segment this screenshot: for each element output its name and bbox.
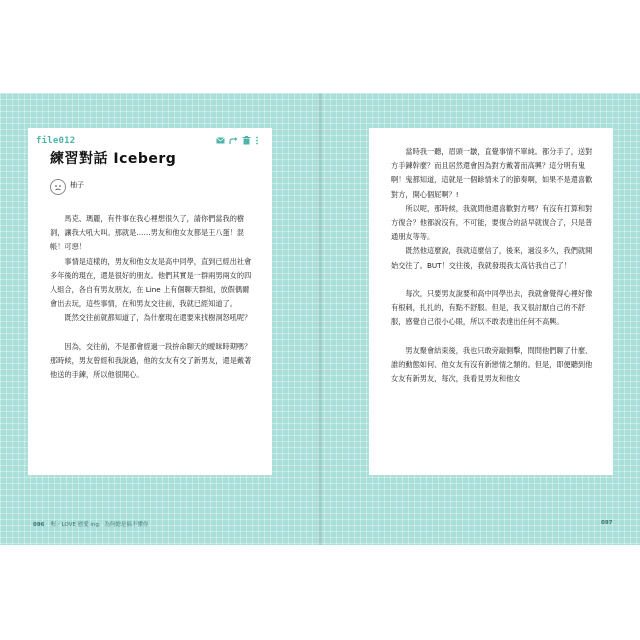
paragraph: 每次，只要男友說要和高中同學出去，我就會覺得心裡好像有根刺，扎扎的，有點不舒服。但是，我又很討厭自己的不舒服，感覺自己很小心眼，所以不敢表達出任何不高興。 bbox=[391, 289, 593, 327]
left-body-text bbox=[50, 212, 255, 382]
trash-icon[interactable] bbox=[242, 136, 251, 145]
paragraph: 既然交往前就都知道了，為什麼現在還要來找樹洞怒吼呢？ bbox=[64, 313, 252, 323]
paragraph: 既然他這麼說，我就這麼信了，後來，過沒多久，我們就開始交往了。BUT！交往後，我就發現我太高估我自己了！ bbox=[391, 246, 593, 270]
share-icon[interactable] bbox=[229, 136, 238, 145]
card-toolbar bbox=[216, 136, 264, 145]
right-body-text bbox=[391, 145, 597, 386]
paragraph: 事情是這樣的，男友和他女友是高中同學，直到已經出社會多年後的現在，還是很好的朋友。他們其實是一群兩男兩女的四人組合，各自有男友朋友，在 Line 上有個聊天群組，放假偶爾會出去玩，這些事情，在和男友交往前，我就已經知道了。 bbox=[50, 256, 252, 309]
sad-face-icon bbox=[51, 180, 65, 194]
paragraph: 因為，交往前，不是都會經過一段拚命聊天的曖昧時期嗎？那時候，男友曾經和我說過，他的女友有交了新男友，還是戴著他送的手鍊，所以他很開心。 bbox=[50, 341, 252, 380]
book-spread bbox=[0, 93, 640, 545]
file-label: file012 bbox=[36, 136, 76, 146]
more-icon[interactable] bbox=[255, 136, 264, 145]
page-number: 096 bbox=[33, 522, 45, 528]
mail-icon[interactable] bbox=[216, 136, 225, 145]
article-title: 練習對話 Iceberg bbox=[50, 151, 177, 167]
right-page-card bbox=[369, 128, 613, 475]
left-page-card bbox=[28, 128, 272, 475]
left-page-footer bbox=[33, 520, 148, 528]
paragraph: 男友聚會結束後，我也只敢旁敲側擊，問問他們聊了什麼、誰的動態如何、他女友有沒有新戀情之類的。但是，即便聽到他女友有新男友，每次，我看見男友和他女 bbox=[391, 345, 593, 384]
page-number: 097 bbox=[601, 520, 613, 526]
book-gutter bbox=[318, 93, 322, 545]
author-name: 柚子 bbox=[70, 181, 84, 189]
paragraph: 當時我一聽，眉頭一皺，直覺事情不單純。都分手了，送對方手鍊幹麼？而且居然還會因為對方戴著而高興？這分明有鬼啊！鬼都知道，這就是一個餘情未了的節奏啊，如果不是還喜歡對方，開心個屁啊？! bbox=[391, 147, 593, 199]
paragraph: 馬克、瑪麗，有件事在我心裡想很久了，請你們當我的樹洞，讓我大吼大叫。那就是……男友和他女友都是王八蛋！混帳！可惡！ bbox=[50, 214, 245, 252]
avatar bbox=[50, 179, 66, 195]
running-title: 喔／LOVE 戀愛 ing．為何總是搞不懂你 bbox=[50, 522, 149, 528]
paragraph: 所以呢，那時候，我就問他還喜歡對方嗎？有沒有打算和對方復合？他都說沒有，不可能，要復合的話早就復合了，只是普通朋友等等。 bbox=[391, 203, 593, 242]
right-page-footer bbox=[601, 520, 618, 526]
